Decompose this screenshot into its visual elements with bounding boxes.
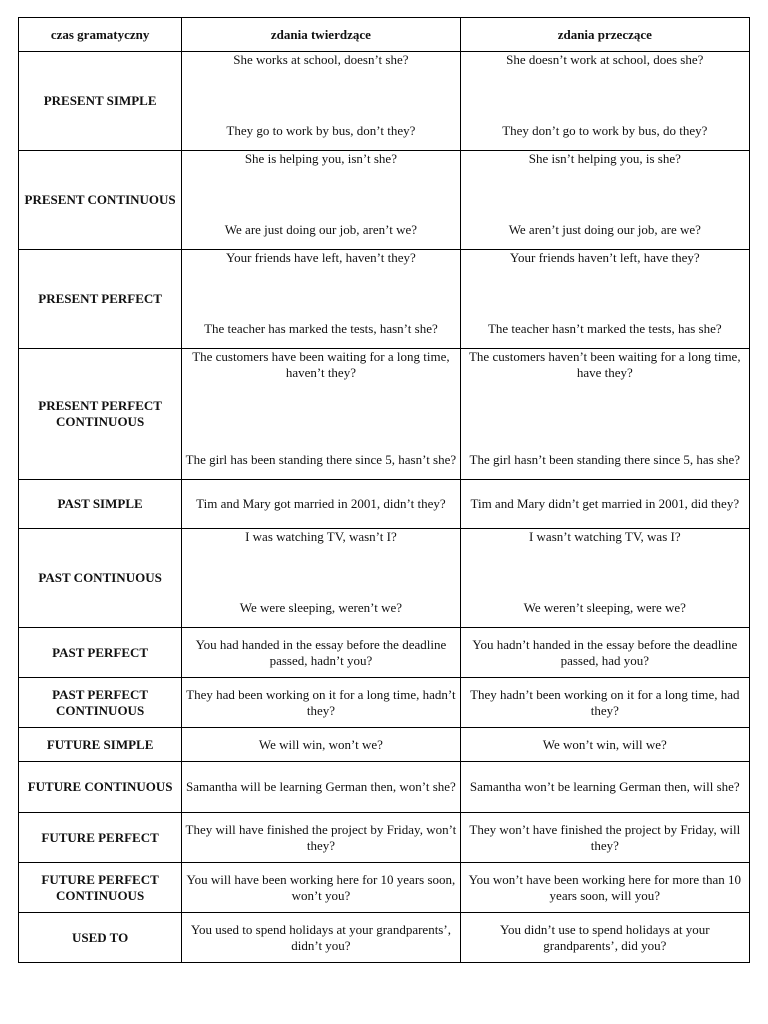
table-row bbox=[19, 863, 750, 913]
affirmative-cell bbox=[182, 678, 460, 728]
affirmative-cell bbox=[182, 529, 460, 628]
affirmative-sentence: She is helping you, isn’t she? bbox=[244, 151, 397, 166]
negative-sentence: They won’t have finished the project by Friday, will they? bbox=[469, 821, 741, 853]
affirmative-cell bbox=[182, 480, 460, 529]
affirmative-sentence: You will have been working here for 10 years soon, won’t you? bbox=[186, 871, 456, 903]
affirmative-cell bbox=[182, 52, 460, 151]
table-row bbox=[19, 913, 750, 963]
negative-sentence: I wasn’t watching TV, was I? bbox=[528, 529, 681, 544]
affirmative-sentence: They will have finished the project by Friday, won’t they? bbox=[185, 821, 457, 853]
affirmative-sentence: The teacher has marked the tests, hasn’t she? bbox=[204, 321, 438, 336]
negative-cell bbox=[460, 151, 749, 250]
tense-name: PRESENT SIMPLE bbox=[19, 52, 182, 151]
affirmative-cell bbox=[182, 863, 460, 913]
negative-cell bbox=[460, 762, 749, 813]
negative-sentence: The girl hasn’t been standing there since 5, has she? bbox=[469, 452, 741, 467]
negative-cell bbox=[460, 250, 749, 349]
header-affirmative: zdania twierdzące bbox=[182, 18, 460, 52]
affirmative-sentence: We are just doing our job, aren’t we? bbox=[224, 222, 418, 237]
header-negative: zdania przeczące bbox=[460, 18, 749, 52]
tense-name: PAST PERFECT bbox=[19, 628, 182, 678]
affirmative-sentence: You had handed in the essay before the deadline passed, hadn’t you? bbox=[195, 636, 447, 668]
tense-name: FUTURE PERFECT bbox=[19, 813, 182, 863]
affirmative-cell bbox=[182, 250, 460, 349]
tense-name: USED TO bbox=[19, 913, 182, 963]
table-row bbox=[19, 762, 750, 813]
negative-sentence: You won’t have been working here for more than 10 years soon, will you? bbox=[468, 871, 742, 903]
negative-cell bbox=[460, 913, 749, 963]
negative-cell bbox=[460, 628, 749, 678]
affirmative-cell bbox=[182, 151, 460, 250]
negative-sentence: Your friends haven’t left, have they? bbox=[509, 250, 700, 265]
tense-name: FUTURE SIMPLE bbox=[19, 728, 182, 762]
negative-sentence: You didn’t use to spend holidays at your grandparents’, did you? bbox=[499, 921, 710, 953]
negative-sentence: We aren’t just doing our job, are we? bbox=[508, 222, 701, 237]
affirmative-sentence: The girl has been standing there since 5, hasn’t she? bbox=[185, 452, 457, 467]
affirmative-sentence: Samantha will be learning German then, won’t she? bbox=[186, 779, 456, 794]
negative-cell bbox=[460, 52, 749, 151]
question-tags-table bbox=[18, 17, 750, 963]
table-row bbox=[19, 349, 750, 480]
table-row bbox=[19, 250, 750, 349]
table-row bbox=[19, 813, 750, 863]
affirmative-cell bbox=[182, 628, 460, 678]
table-row bbox=[19, 728, 750, 762]
affirmative-sentence: I was watching TV, wasn’t I? bbox=[245, 529, 397, 544]
negative-sentence: The teacher hasn’t marked the tests, has she? bbox=[487, 321, 722, 336]
negative-cell bbox=[460, 863, 749, 913]
affirmative-sentence: They had been working on it for a long time, hadn’t they? bbox=[186, 686, 456, 718]
negative-sentence: She isn’t helping you, is she? bbox=[528, 151, 681, 166]
header-row bbox=[19, 18, 750, 52]
tense-name: PRESENT PERFECT bbox=[19, 250, 182, 349]
table-row bbox=[19, 151, 750, 250]
affirmative-sentence: Your friends have left, haven’t they? bbox=[226, 250, 416, 265]
negative-sentence: The customers haven’t been waiting for a long time, have they? bbox=[468, 349, 741, 380]
affirmative-sentence: We were sleeping, weren’t we? bbox=[239, 600, 403, 615]
negative-sentence: They don’t go to work by bus, do they? bbox=[502, 123, 708, 138]
table-row bbox=[19, 480, 750, 529]
affirmative-cell bbox=[182, 813, 460, 863]
negative-sentence: They hadn’t been working on it for a long time, had they? bbox=[470, 686, 740, 718]
negative-sentence: We weren’t sleeping, were we? bbox=[523, 600, 686, 615]
negative-sentence: We won’t win, will we? bbox=[542, 736, 667, 752]
tense-name: PRESENT PERFECT CONTINUOUS bbox=[19, 349, 182, 480]
affirmative-cell bbox=[182, 913, 460, 963]
negative-sentence: Samantha won’t be learning German then, will she? bbox=[469, 779, 740, 794]
affirmative-sentence: You used to spend holidays at your grandparents’, didn’t you? bbox=[190, 921, 451, 953]
affirmative-sentence: We will win, won’t we? bbox=[258, 736, 383, 752]
negative-sentence: You hadn’t handed in the essay before the deadline passed, had you? bbox=[472, 636, 738, 668]
negative-cell bbox=[460, 813, 749, 863]
table-row bbox=[19, 628, 750, 678]
affirmative-cell bbox=[182, 349, 460, 480]
affirmative-sentence: The customers have been waiting for a long time, haven’t they? bbox=[192, 349, 450, 380]
negative-cell bbox=[460, 349, 749, 480]
tense-name: PAST PERFECT CONTINUOUS bbox=[19, 678, 182, 728]
negative-cell bbox=[460, 480, 749, 529]
header-tense: czas gramatyczny bbox=[19, 18, 182, 52]
affirmative-cell bbox=[182, 728, 460, 762]
negative-sentence: Tim and Mary didn’t get married in 2001, did they? bbox=[470, 496, 740, 511]
affirmative-cell bbox=[182, 762, 460, 813]
table-row bbox=[19, 678, 750, 728]
table-row bbox=[19, 529, 750, 628]
tense-name: PAST SIMPLE bbox=[19, 480, 182, 529]
affirmative-sentence: Tim and Mary got married in 2001, didn’t they? bbox=[196, 496, 446, 511]
negative-cell bbox=[460, 728, 749, 762]
tense-name: PAST CONTINUOUS bbox=[19, 529, 182, 628]
negative-sentence: She doesn’t work at school, does she? bbox=[506, 52, 704, 67]
affirmative-sentence: They go to work by bus, don’t they? bbox=[226, 123, 416, 138]
tense-name: PRESENT CONTINUOUS bbox=[19, 151, 182, 250]
table-row bbox=[19, 52, 750, 151]
tense-name: FUTURE CONTINUOUS bbox=[19, 762, 182, 813]
affirmative-sentence: She works at school, doesn’t she? bbox=[233, 52, 409, 67]
tense-name: FUTURE PERFECT CONTINUOUS bbox=[19, 863, 182, 913]
negative-cell bbox=[460, 529, 749, 628]
negative-cell bbox=[460, 678, 749, 728]
